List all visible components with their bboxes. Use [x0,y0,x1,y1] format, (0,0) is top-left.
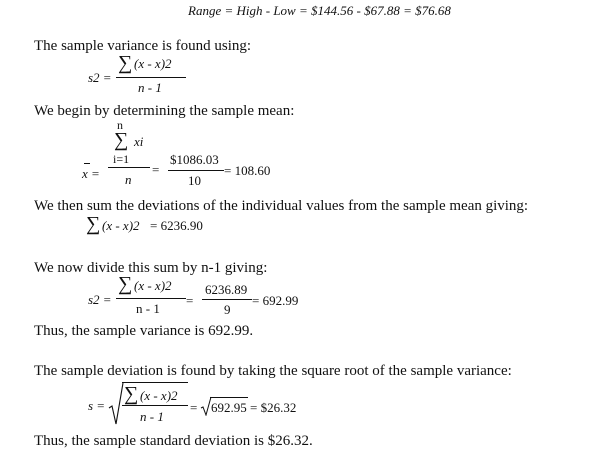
sigma-symbol: ∑ [118,273,133,295]
fraction-bar [108,167,150,168]
deviation-intro: We then sum the deviations of the individual values from the sample mean giving: [34,198,529,214]
variance-intro: The sample variance is found using: [34,38,252,54]
variance-lhs: s2 = [88,70,112,85]
fraction-bar [168,170,224,171]
fraction-bar [116,298,186,299]
sum-term: xi [134,134,144,149]
sd-conclusion: Thus, the sample standard deviation is $26.32. [34,433,313,449]
sum-lower-limit: i=1 [113,152,130,166]
mean-result: = 108.60 [224,163,271,178]
sd-radicand: 692.95 [211,400,247,415]
sigma-symbol: ∑ [124,383,139,405]
mean-value-numerator: $1086.03 [170,152,219,167]
sd-lhs: s = [88,398,106,413]
sd-result: = $26.32 [250,400,297,415]
divide-value-denominator: 9 [224,302,231,317]
range-text: Range = High - Low = $144.56 - $67.88 = $76.68 [188,3,451,18]
mean-value-denominator: 10 [188,173,201,188]
range-line [188,3,451,19]
fraction-bar [122,405,188,406]
variance-conclusion: Thus, the sample variance is 692.99. [34,323,254,339]
mean-denominator: n [125,172,132,187]
radical-overline [210,397,248,398]
divide-lhs: s2 = [88,292,112,307]
sd-intro: The sample deviation is found by taking the square root of the sample variance: [34,363,512,379]
deviation-result: = 6236.90 [150,218,203,233]
fraction-bar [116,77,186,78]
radical-sign-icon [108,382,124,426]
divide-denominator: n - 1 [136,301,160,316]
mean-intro: We begin by determining the sample mean: [34,103,295,119]
variance-denominator: n - 1 [138,80,162,95]
sd-equals: = [190,400,198,415]
fraction-bar [202,299,252,300]
divide-intro: We now divide this sum by n-1 giving: [34,260,268,276]
x-bar-overline [84,163,90,164]
sd-numerator: (x - x)2 [140,388,178,403]
sum-upper-limit: n [117,118,123,132]
sigma-symbol: ∑ [86,213,101,235]
divide-numerator: (x - x)2 [134,278,172,293]
deviation-term: (x - x)2 [102,218,140,233]
variance-numerator: (x - x)2 [134,56,172,71]
sigma-symbol: ∑ [114,129,129,151]
divide-result: = 692.99 [252,293,299,308]
divide-equals: = [186,293,194,308]
mean-lhs: x = [82,166,100,181]
mean-equals: = [152,162,160,177]
divide-value-numerator: 6236.89 [205,282,248,297]
sigma-symbol: ∑ [118,52,133,74]
sd-denominator: n - 1 [140,409,164,424]
